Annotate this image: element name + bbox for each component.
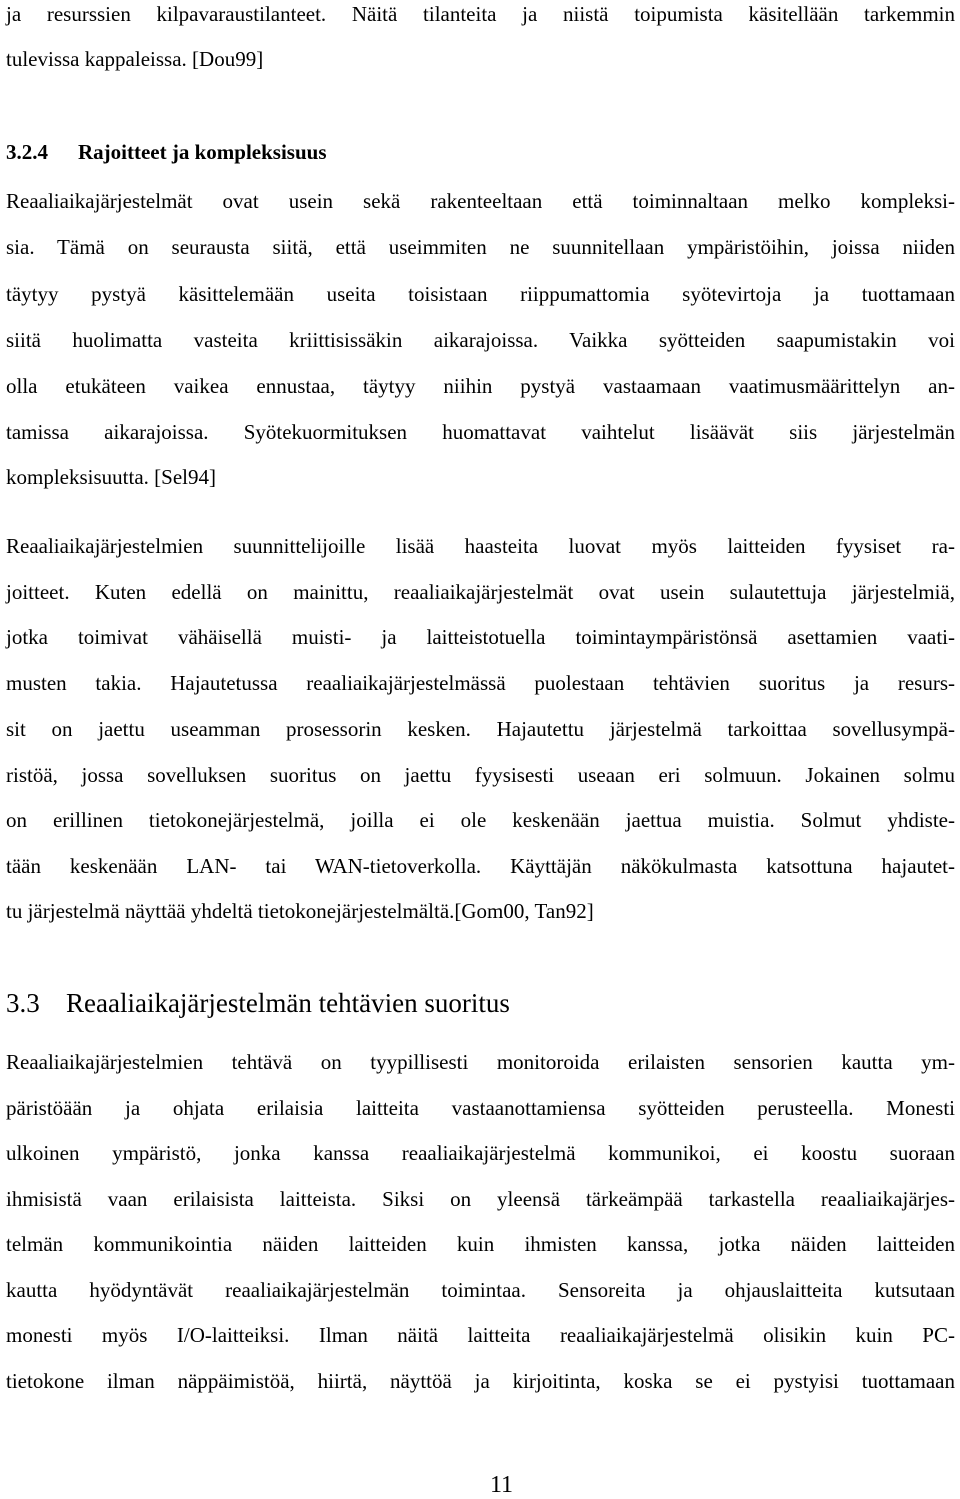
body-text-line: sia. Tämä on seurausta siitä, että useimmiten ne suunnitellaan ympäristöihin, joissa niiden — [6, 235, 955, 259]
subsection-number: 3.2.4 — [6, 140, 48, 164]
body-text-line: tään keskenään LAN- tai WAN-tietoverkolla. Käyttäjän näkökulmasta katsottuna hajautet- — [6, 854, 955, 878]
body-text-line: päristöään ja ohjata erilaisia laitteita vastaanottamiensa syötteiden perusteella. Monesti — [6, 1096, 955, 1120]
body-text-line: joitteet. Kuten edellä on mainittu, reaaliaikajärjestelmät ovat usein sulautettuja järjestelmiä, — [6, 580, 955, 604]
body-text-line: kompleksisuutta. [Sel94] — [6, 465, 216, 489]
body-text-line: jotka toimivat vähäisellä muisti- ja laitteistotuella toimintaympäristönsä asettamien vaati- — [6, 625, 955, 649]
body-text-line: sit on jaettu useamman prosessorin kesken. Hajautettu järjestelmä tarkoittaa sovellusympä- — [6, 717, 955, 741]
body-text-line: ristöä, jossa sovelluksen suoritus on jaettu fyysisesti useaan eri solmuun. Jokainen solmu — [6, 763, 955, 787]
body-text-line: monesti myös I/O-laitteiksi. Ilman näitä laitteita reaaliaikajärjestelmä olisikin kuin PC- — [6, 1323, 955, 1347]
body-text-line: olla etukäteen vaikea ennustaa, täytyy niihin pystyä vastaamaan vaatimusmäärittelyn an- — [6, 374, 955, 398]
section-title: Reaaliaikajärjestelmän tehtävien suoritus — [66, 988, 510, 1018]
body-text-line: telmän kommunikointia näiden laitteiden kuin ihmisten kanssa, jotka näiden laitteiden — [6, 1232, 955, 1256]
body-text-line: Reaaliaikajärjestelmien suunnittelijoille lisää haasteita luovat myös laitteiden fyysiset ra- — [6, 534, 955, 558]
section-heading — [6, 988, 510, 1019]
subsection-heading — [6, 140, 327, 165]
body-text-line: tulevissa kappaleissa. [Dou99] — [6, 47, 264, 71]
body-text-line: siitä huolimatta vasteita kriittisissäkin aikarajoissa. Vaikka syötteiden saapumistakin voi — [6, 328, 955, 352]
body-text-line: tu järjestelmä näyttää yhdeltä tietokonejärjestelmältä.[Gom00, Tan92] — [6, 899, 594, 923]
body-text-line: tietokone ilman näppäimistöä, hiirtä, näyttöä ja kirjoitinta, koska se ei pystyisi tuottamaan — [6, 1369, 955, 1393]
section-number: 3.3 — [6, 988, 40, 1018]
body-text-line: ihmisistä vaan erilaisista laitteista. Siksi on yleensä tärkeämpää tarkastella reaaliaikajärjes- — [6, 1187, 955, 1211]
body-text-line: Reaaliaikajärjestelmien tehtävä on tyypillisesti monitoroida erilaisten sensorien kautta ym- — [6, 1050, 955, 1074]
body-text-line: tamissa aikarajoissa. Syötekuormituksen huomattavat vaihtelut lisäävät siis järjestelmän — [6, 420, 955, 444]
body-text-line: ja resurssien kilpavaraustilanteet. Näitä tilanteita ja niistä toipumista käsitellään tarkemmin — [6, 2, 955, 26]
body-text-line: Reaaliaikajärjestelmät ovat usein sekä rakenteeltaan että toiminnaltaan melko kompleksi- — [6, 189, 955, 213]
body-text-line: ulkoinen ympäristö, jonka kanssa reaaliaikajärjestelmä kommunikoi, ei koostu suoraan — [6, 1141, 955, 1165]
subsection-title: Rajoitteet ja kompleksisuus — [78, 140, 327, 164]
body-text-line: on erillinen tietokonejärjestelmä, joilla ei ole keskenään jaettua muistia. Solmut yhdiste- — [6, 808, 955, 832]
body-text-line: musten takia. Hajautetussa reaaliaikajärjestelmässä puolestaan tehtävien suoritus ja resurs- — [6, 671, 955, 695]
body-text-line: täytyy pystyä käsittelemään useita toisistaan riippumattomia syötevirtoja ja tuottamaan — [6, 282, 955, 306]
page-number: 11 — [489, 1472, 514, 1498]
body-text-line: kautta hyödyntävät reaaliaikajärjestelmän toimintaa. Sensoreita ja ohjauslaitteita kutsutaan — [6, 1278, 955, 1302]
